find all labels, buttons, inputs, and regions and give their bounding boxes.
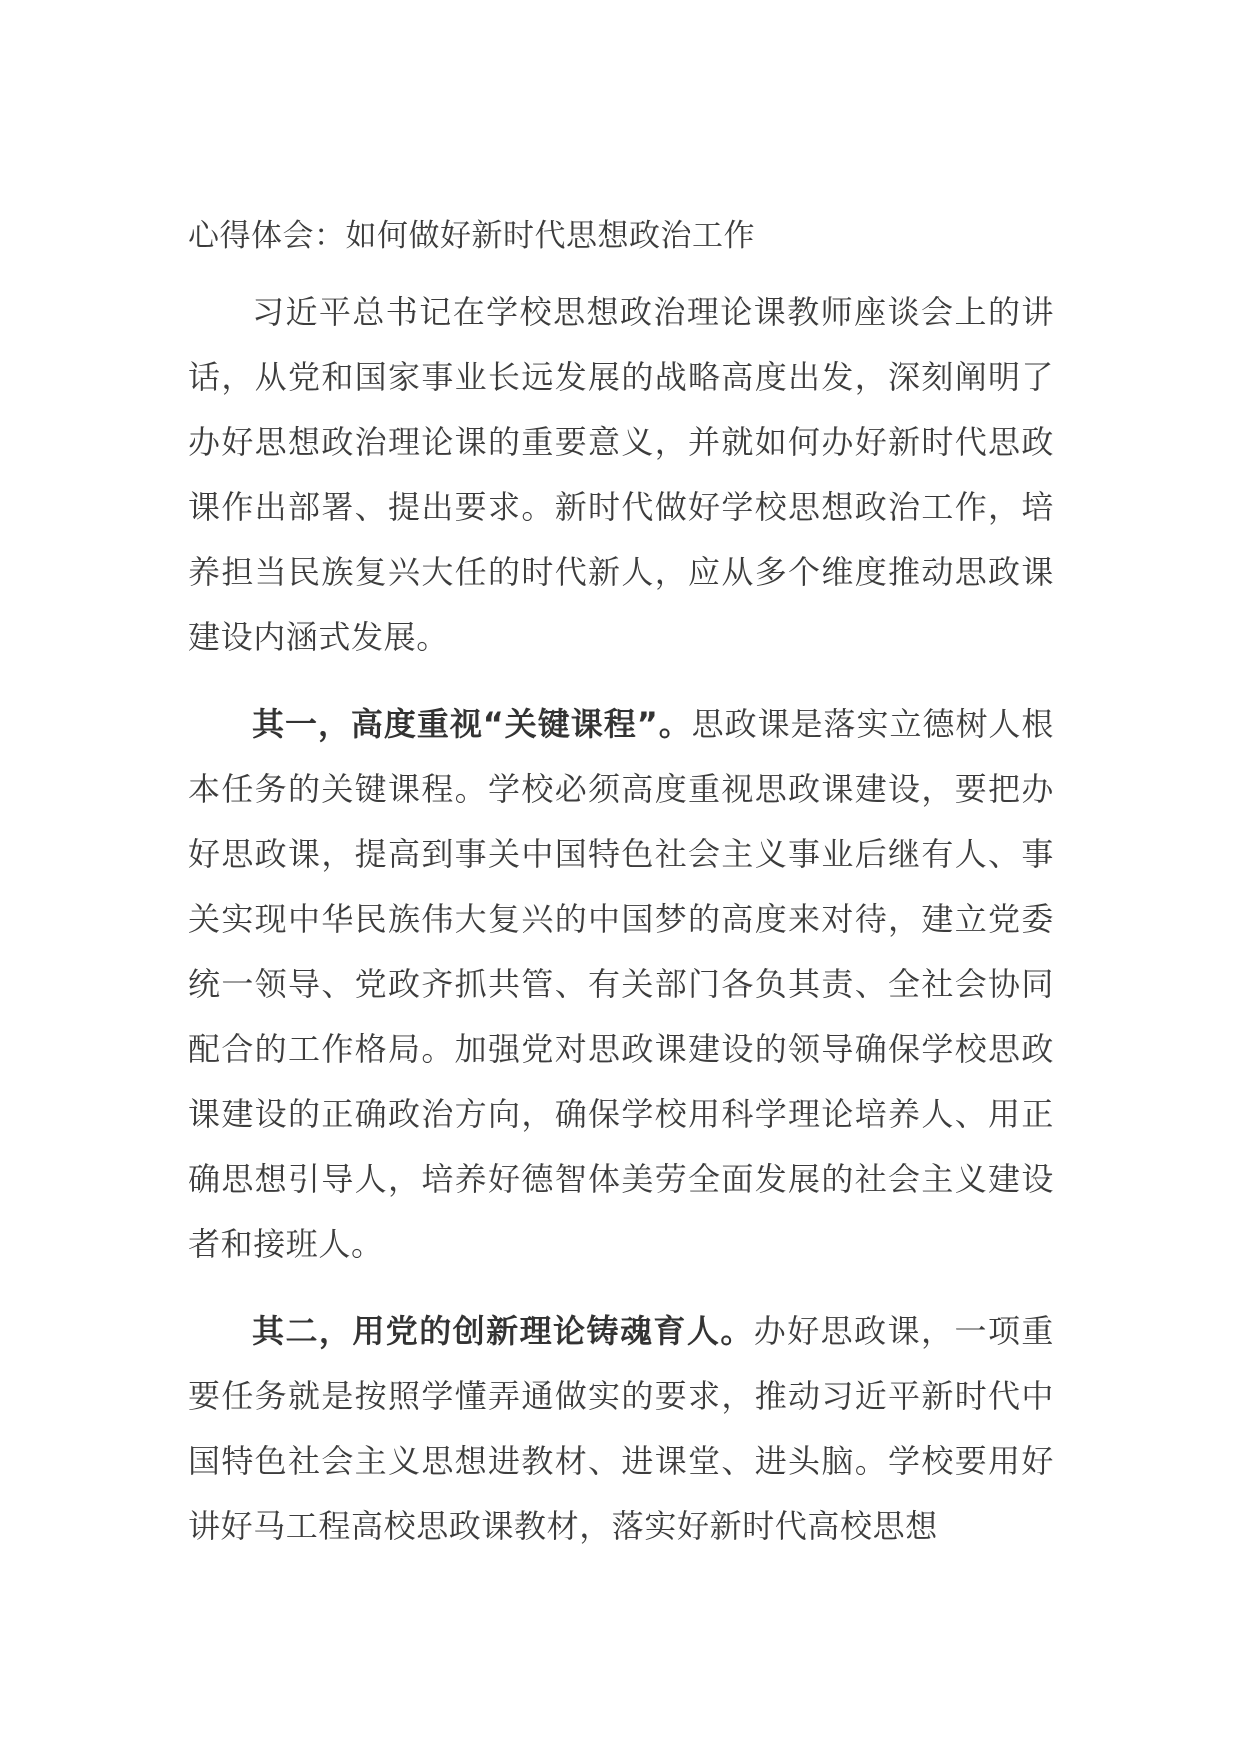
section-heading-2: 其二，用党的创新理论铸魂育人。 (252, 1312, 754, 1350)
section-body-2: 办好思政课，一项重要任务就是按照学懂弄通做实的要求，推动习近平新时代中国特色社会主义思想进教材、进课堂、进头脑。学校要用好讲好马工程高校思政课教材，落实好新时代高校思想 (188, 1312, 1054, 1545)
intro-text: 习近平总书记在学校思想政治理论课教师座谈会上的讲话，从党和国家事业长远发展的战略高度出发，深刻阐明了办好思想政治理论课的重要意义，并就如何办好新时代思政课作出部署、提出要求。新时代做好学校思想政治工作，培养担当民族复兴大任的时代新人，应从多个维度推动思政课建设内涵式发展。 (188, 293, 1054, 656)
section-body-1: 思政课是落实立德树人根本任务的关键课程。学校必须高度重视思政课建设，要把办好思政课，提高到事关中国特色社会主义事业后继有人、事关实现中华民族伟大复兴的中国梦的高度来对待，建立党委统一领导、党政齐抓共管、有关部门各负其责、全社会协同配合的工作格局。加强党对思政课建设的领导确保学校思政课建设的正确政治方向，确保学校用科学理论培养人、用正确思想引导人，培养好德智体美劳全面发展的社会主义建设者和接班人。 (188, 705, 1054, 1263)
document-title: 心得体会：如何做好新时代思想政治工作 (188, 218, 755, 254)
section-paragraph-2 (188, 1299, 1054, 1559)
section-paragraph-1 (188, 692, 1054, 1277)
section-heading-1: 其一，高度重视“关键课程”。 (252, 705, 692, 743)
document-body (188, 214, 1054, 1581)
intro-paragraph (188, 280, 1054, 670)
